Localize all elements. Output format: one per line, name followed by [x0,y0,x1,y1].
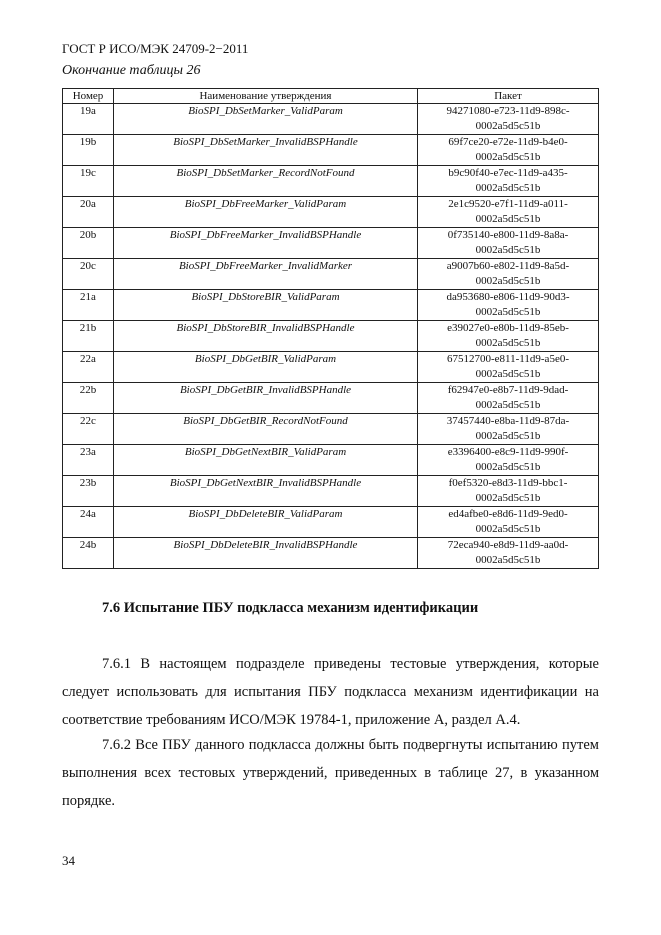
package-line: 37457440-e8ba-11d9-87da- [446,415,570,427]
package-line: 0002a5d5c51b [475,182,541,194]
table-row [63,538,599,569]
table-row [63,414,599,445]
cell-assertion-name: BioSPI_DbDeleteBIR_InvalidBSPHandle [114,538,418,569]
cell-package [418,445,599,476]
cell-assertion-name: BioSPI_DbFreeMarker_InvalidMarker [114,259,418,290]
package-line: 69f7ce20-e72e-11d9-b4e0- [448,136,568,148]
cell-number: 19c [63,166,114,197]
package-line: 0002a5d5c51b [475,368,541,380]
table-row [63,135,599,166]
cell-assertion-name: BioSPI_DbFreeMarker_InvalidBSPHandle [114,228,418,259]
package-line: f62947e0-e8b7-11d9-9dad- [447,384,569,396]
table-row [63,166,599,197]
table-row [63,104,599,135]
cell-package [418,414,599,445]
cell-package [418,538,599,569]
cell-package [418,135,599,166]
package-line: 0002a5d5c51b [475,213,541,225]
cell-assertion-name: BioSPI_DbStoreBIR_InvalidBSPHandle [114,321,418,352]
package-line: 0002a5d5c51b [475,554,541,566]
cell-number: 19a [63,104,114,135]
package-line: 2e1c9520-e7f1-11d9-a011- [448,198,568,210]
cell-package [418,259,599,290]
cell-number: 20a [63,197,114,228]
cell-number: 21b [63,321,114,352]
paragraph-7-6-1 [62,650,599,734]
package-line: 0002a5d5c51b [475,275,541,287]
table-body [63,104,599,569]
document-header: ГОСТ Р ИСО/МЭК 24709-2−2011 [62,41,249,56]
paragraph-7-6-2 [62,731,599,815]
cell-number: 22a [63,352,114,383]
cell-package [418,476,599,507]
cell-assertion-name: BioSPI_DbSetMarker_RecordNotFound [114,166,418,197]
package-line: 0002a5d5c51b [475,306,541,318]
package-line: 0f735140-e800-11d9-8a8a- [447,229,569,241]
column-header-number: Номер [63,89,114,104]
table-row [63,352,599,383]
cell-number: 19b [63,135,114,166]
column-header-name: Наименование утверждения [114,89,418,104]
table-row [63,197,599,228]
package-line: 72eca940-e8d9-11d9-aa0d- [447,539,569,551]
cell-assertion-name: BioSPI_DbGetNextBIR_InvalidBSPHandle [114,476,418,507]
cell-number: 23b [63,476,114,507]
package-line: 94271080-e723-11d9-898c- [446,105,570,117]
cell-package [418,321,599,352]
package-line: e39027e0-e80b-11d9-85eb- [447,322,569,334]
cell-package [418,104,599,135]
cell-assertion-name: BioSPI_DbSetMarker_ValidParam [114,104,418,135]
cell-number: 24a [63,507,114,538]
package-line: 0002a5d5c51b [475,120,541,132]
package-line: ed4afbe0-e8d6-11d9-9ed0- [448,508,568,520]
table-row [63,259,599,290]
paragraph-text: 7.6.1 В настоящем подразделе приведены тестовые утверждения, которые следует использовать для испытания ПБУ подкласса механизм идентификации на соответствие требованиям ИСО/МЭК 19784-1, приложение А, раздел А.4. [62,656,599,728]
cell-assertion-name: BioSPI_DbGetBIR_InvalidBSPHandle [114,383,418,414]
cell-package [418,290,599,321]
table-row [63,290,599,321]
cell-assertion-name: BioSPI_DbFreeMarker_ValidParam [114,197,418,228]
table-header-row [63,89,599,104]
cell-package [418,197,599,228]
table-row [63,383,599,414]
cell-assertion-name: BioSPI_DbStoreBIR_ValidParam [114,290,418,321]
paragraph-text: 7.6.2 Все ПБУ данного подкласса должны быть подвергнуты испытанию путем выполнения всех тестовых утверждений, приведенных в таблице 27, в указанном порядке. [62,737,599,809]
package-line: b9c90f40-e7ec-11d9-a435- [448,167,568,179]
cell-number: 20c [63,259,114,290]
column-header-package: Пакет [418,89,599,104]
cell-assertion-name: BioSPI_DbDeleteBIR_ValidParam [114,507,418,538]
table-row [63,507,599,538]
table-26 [62,88,599,569]
cell-assertion-name: BioSPI_DbGetBIR_ValidParam [114,352,418,383]
cell-assertion-name: BioSPI_DbGetNextBIR_ValidParam [114,445,418,476]
cell-number: 22c [63,414,114,445]
package-line: 0002a5d5c51b [475,523,541,535]
package-line: f0ef5320-e8d3-11d9-bbc1- [448,477,568,489]
page-number: 34 [62,853,75,868]
cell-number: 22b [63,383,114,414]
package-line: 0002a5d5c51b [475,461,541,473]
table-row [63,445,599,476]
cell-number: 23a [63,445,114,476]
cell-number: 24b [63,538,114,569]
table-caption: Окончание таблицы 26 [62,63,201,78]
package-line: da953680-e806-11d9-90d3- [446,291,570,303]
package-line: 0002a5d5c51b [475,430,541,442]
package-line: 0002a5d5c51b [475,244,541,256]
package-line: a9007b60-e802-11d9-8a5d- [446,260,570,272]
cell-package [418,383,599,414]
cell-number: 20b [63,228,114,259]
package-line: 0002a5d5c51b [475,492,541,504]
table-row [63,321,599,352]
section-title: 7.6 Испытание ПБУ подкласса механизм идентификации [102,600,479,616]
table-row [63,228,599,259]
cell-package [418,166,599,197]
cell-package [418,352,599,383]
table-row [63,476,599,507]
cell-assertion-name: BioSPI_DbSetMarker_InvalidBSPHandle [114,135,418,166]
package-line: 0002a5d5c51b [475,151,541,163]
cell-package [418,507,599,538]
cell-number: 21a [63,290,114,321]
package-line: 67512700-e811-11d9-a5e0- [447,353,569,365]
package-line: e3396400-e8c9-11d9-990f- [447,446,569,458]
cell-package [418,228,599,259]
package-line: 0002a5d5c51b [475,337,541,349]
package-line: 0002a5d5c51b [475,399,541,411]
cell-assertion-name: BioSPI_DbGetBIR_RecordNotFound [114,414,418,445]
